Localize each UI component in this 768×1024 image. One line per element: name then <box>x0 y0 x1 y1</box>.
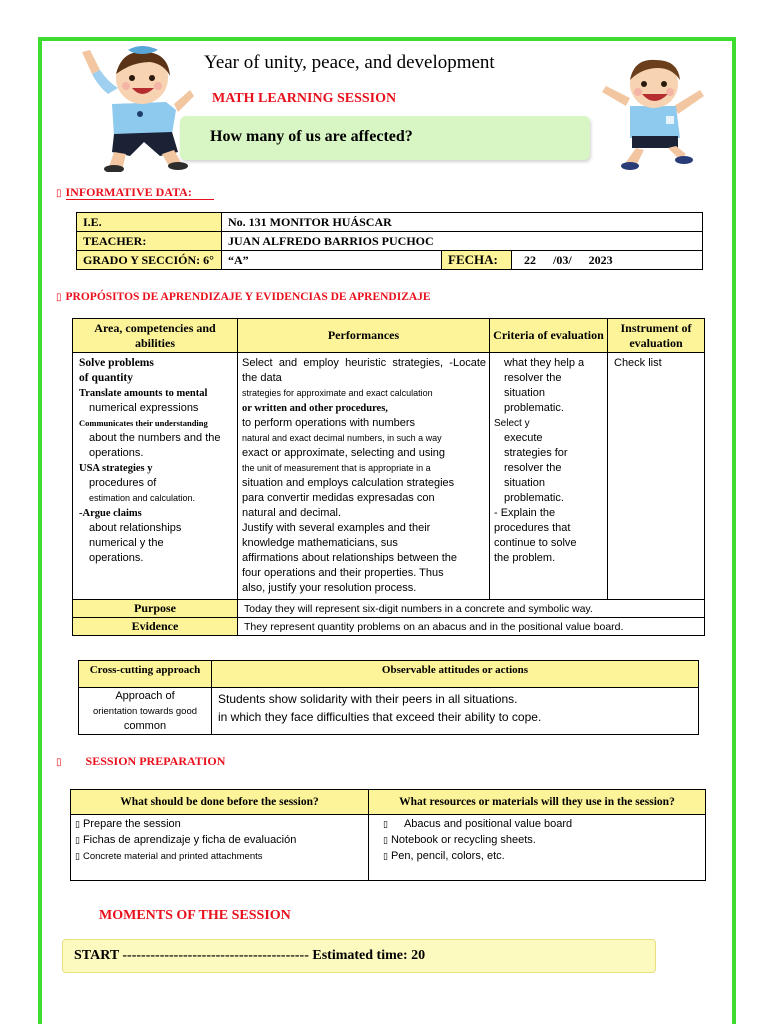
criteria-line: the problem. <box>494 552 556 564</box>
grade-label: GRADO Y SECCIÓN: 6° <box>77 251 222 270</box>
list-item-text: Fichas de aprendizaje y ficha de evaluación <box>82 834 297 846</box>
date-label: FECHA: <box>442 251 512 270</box>
criteria-line: execute <box>504 432 543 444</box>
missing-glyph-icon: ▯ <box>56 757 62 768</box>
table-row <box>77 232 703 251</box>
evidence-label: Evidence <box>73 618 238 636</box>
table-row <box>73 353 705 600</box>
attitudes-cell <box>212 688 699 735</box>
purpose-value: Today they will represent six-digit numbers in a concrete and symbolic way. <box>238 600 705 618</box>
ie-label: I.E. <box>77 213 222 232</box>
criteria-line: problematic. <box>504 402 564 414</box>
list-item-text: Concrete material and printed attachments <box>82 851 263 862</box>
instrument-cell <box>608 353 705 600</box>
table-row <box>77 213 703 232</box>
approach-line: orientation towards good <box>92 706 198 717</box>
topic-title: How many of us are affected? <box>210 128 413 145</box>
performance-line: four operations and their properties. Thus <box>242 567 444 579</box>
performance-cell <box>238 353 490 600</box>
col-instrument: Instrument of evaluation <box>608 319 705 353</box>
purposes-heading <box>56 291 431 303</box>
topic-banner <box>180 116 590 160</box>
performance-line: the unit of measurement that is appropriate in a <box>242 463 431 473</box>
attitude-line: Students show solidarity with their peers in all situations. <box>218 692 518 706</box>
table-header-row <box>71 790 706 815</box>
ability-2b: about the numbers and the <box>89 432 221 444</box>
criteria-line: continue to solve <box>494 537 577 549</box>
table-row <box>77 251 703 270</box>
ability-3c: estimation and calculation. <box>89 493 196 503</box>
performance-line: strategies for approximate and exact calculation <box>242 388 433 398</box>
col-approach: Cross-cutting approach <box>79 661 212 688</box>
list-item-text: Pen, pencil, colors, etc. <box>390 850 505 862</box>
instrument-text: Check list <box>614 357 662 369</box>
preparation-table <box>70 789 706 881</box>
date-value <box>512 251 703 270</box>
col-criteria: Criteria of evaluation <box>490 319 608 353</box>
missing-glyph-icon: ▯ <box>75 820 80 830</box>
date-day: 22 <box>524 252 536 267</box>
table-header-row <box>79 661 699 688</box>
ability-4d: operations. <box>89 552 144 564</box>
evidence-value: They represent quantity problems on an abacus and in the positional value board. <box>238 618 705 636</box>
date-month: /03/ <box>553 252 572 267</box>
ability-4a: -Argue claims <box>79 508 142 519</box>
purposes-heading-text: PROPÓSITOS DE APRENDIZAJE Y EVIDENCIAS DE APRENDIZAJE <box>65 291 431 303</box>
table-row <box>73 618 705 636</box>
informative-heading-text: INFORMATIVE DATA: <box>66 185 214 200</box>
approach-cell <box>79 688 212 735</box>
criteria-line: Select y <box>494 418 530 429</box>
grade-value: “A” <box>222 251 442 270</box>
competency-text: Solve problems <box>79 357 154 369</box>
performance-line: Justify with several examples and their <box>242 522 431 534</box>
ability-1b: numerical expressions <box>89 402 199 414</box>
performance-line: knowledge mathematicians, sus <box>242 537 398 549</box>
before-cell <box>71 815 369 881</box>
criteria-line: - Explain the <box>494 507 556 519</box>
table-row <box>73 600 705 618</box>
performance-line: para convertir medidas expresadas con <box>242 492 435 504</box>
performance-line: situation and employs calculation strategies <box>242 477 455 489</box>
preparation-heading-text: SESSION PREPARATION <box>85 754 226 768</box>
moments-heading: MOMENTS OF THE SESSION <box>99 908 291 923</box>
criteria-line: what they help a <box>504 357 585 369</box>
motto-text: Year of unity, peace, and development <box>204 52 495 73</box>
missing-glyph-icon: ▯ <box>56 188 62 199</box>
criteria-line: resolver the <box>504 372 562 384</box>
purpose-label: Purpose <box>73 600 238 618</box>
list-item <box>75 833 364 849</box>
ability-2a: Communicates their understanding <box>79 418 208 428</box>
list-item-text: Prepare the session <box>82 818 181 830</box>
performance-line: Select and employ heuristic strategies, -Locate the data <box>242 357 486 384</box>
area-cell <box>73 353 238 600</box>
resources-cell <box>369 815 706 881</box>
competency-text-2: of quantity <box>79 372 133 384</box>
performance-line: or written and other procedures, <box>242 403 388 414</box>
col-area: Area, competencies and abilities <box>73 319 238 353</box>
missing-glyph-icon: ▯ <box>75 836 80 846</box>
list-item <box>383 833 701 849</box>
start-banner <box>62 939 656 973</box>
col-before: What should be done before the session? <box>71 790 369 815</box>
list-item <box>75 849 364 865</box>
cartoon-kid-jumping-icon <box>596 56 708 170</box>
criteria-line: resolver the <box>504 462 562 474</box>
criteria-line: problematic. <box>504 492 564 504</box>
cross-cutting-table <box>78 660 699 735</box>
criteria-cell <box>490 353 608 600</box>
attitude-line: in which they face difficulties that exceed their ability to cope. <box>218 710 542 724</box>
performance-line: natural and decimal. <box>242 507 342 519</box>
informative-heading <box>56 185 214 200</box>
col-resources: What resources or materials will they use in the session? <box>369 790 706 815</box>
performance-line: also, justify your resolution process. <box>242 582 417 594</box>
list-item <box>383 817 701 833</box>
missing-glyph-icon: ▯ <box>383 836 388 846</box>
list-item-text: Notebook or recycling sheets. <box>390 834 536 846</box>
list-item <box>383 849 701 865</box>
criteria-line: situation <box>504 387 545 399</box>
list-item <box>75 817 364 833</box>
ability-3a: USA strategies y <box>79 463 153 474</box>
missing-glyph-icon: ▯ <box>383 852 388 862</box>
table-row <box>71 815 706 881</box>
cartoon-kid-waving-icon <box>78 44 196 172</box>
performance-line: natural and exact decimal numbers, in such a way <box>242 433 442 443</box>
start-text: START ---------------------------------------- Estimated time: 20 <box>74 948 426 963</box>
ability-3b: procedures of <box>89 477 157 489</box>
table-header-row <box>73 319 705 353</box>
informative-table <box>76 212 703 270</box>
col-performance: Performances <box>238 319 490 353</box>
ability-2c: operations. <box>89 447 144 459</box>
approach-line: Approach of <box>115 690 175 702</box>
missing-glyph-icon: ▯ <box>383 820 388 830</box>
teacher-label: TEACHER: <box>77 232 222 251</box>
performance-line: affirmations about relationships between the <box>242 552 458 564</box>
ability-1a: Translate amounts to mental <box>79 388 208 399</box>
criteria-line: strategies for <box>504 447 568 459</box>
criteria-line: procedures that <box>494 522 571 534</box>
list-item-text: Abacus and positional value board <box>403 818 573 830</box>
preparation-heading <box>56 754 225 769</box>
ie-value: No. 131 MONITOR HUÁSCAR <box>222 213 703 232</box>
performance-line: exact or approximate, selecting and using <box>242 447 446 459</box>
criteria-line: situation <box>504 477 545 489</box>
table-row <box>79 688 699 735</box>
missing-glyph-icon: ▯ <box>75 852 80 862</box>
col-attitudes: Observable attitudes or actions <box>212 661 699 688</box>
ability-4c: numerical y the <box>89 537 164 549</box>
purposes-table <box>72 318 705 636</box>
date-year: 2023 <box>588 252 613 267</box>
performance-line: to perform operations with numbers <box>242 417 416 429</box>
approach-line: common <box>123 720 167 732</box>
session-title: MATH LEARNING SESSION <box>212 91 397 106</box>
missing-glyph-icon: ▯ <box>56 292 62 303</box>
teacher-value: JUAN ALFREDO BARRIOS PUCHOC <box>222 232 703 251</box>
ability-4b: about relationships <box>89 522 182 534</box>
